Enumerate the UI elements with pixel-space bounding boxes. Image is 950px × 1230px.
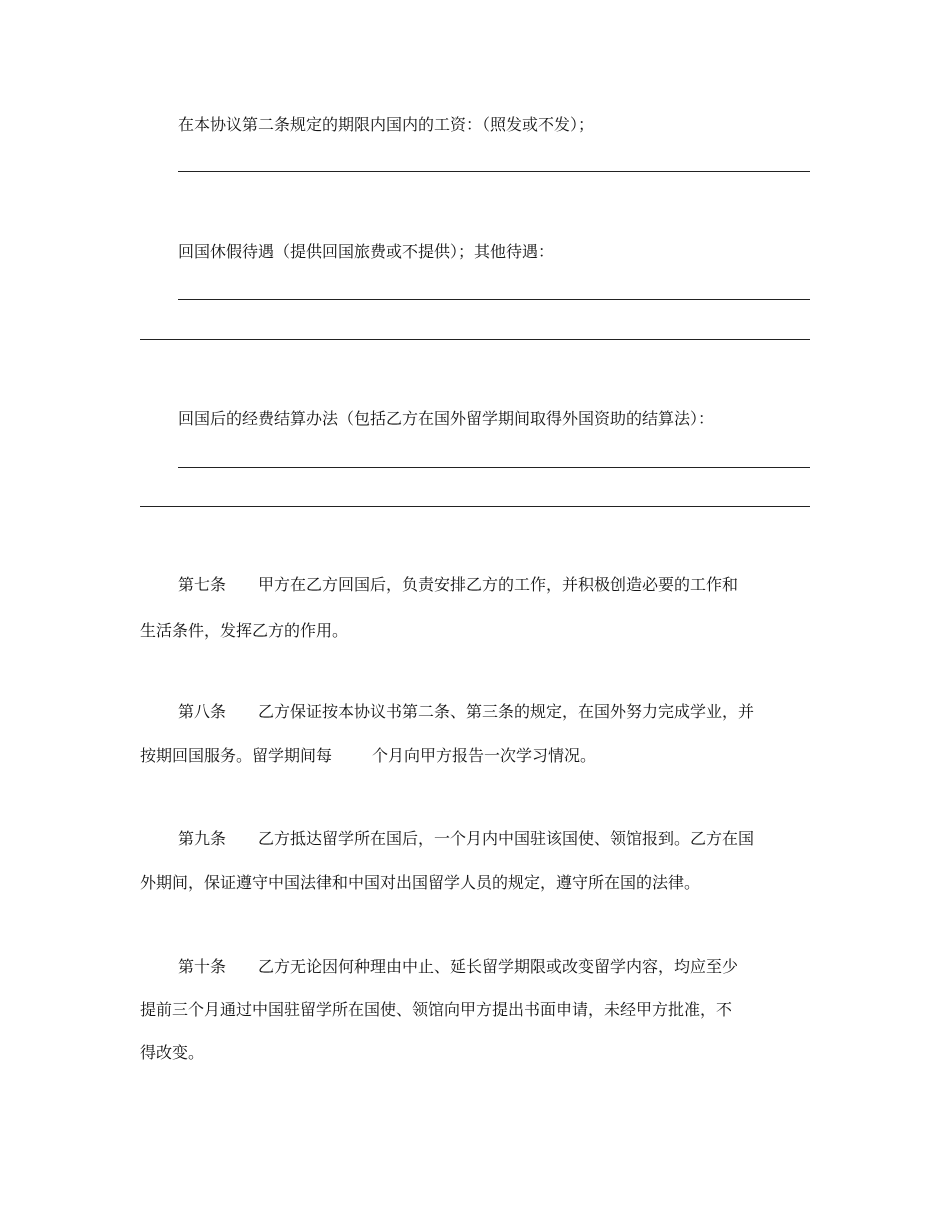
- article-8-text-part-b: 个月向甲方报告一次学习情况。: [372, 746, 597, 765]
- settlement-blank-line-2[interactable]: [140, 506, 810, 507]
- home-leave-blank-line-2[interactable]: [140, 339, 810, 340]
- article-8-text-part-a: 按期回国服务。留学期间每: [140, 746, 333, 765]
- settlement-item-text: 回国后的经费结算办法（包括乙方在国外留学期间取得外国资助的结算法）：: [178, 409, 715, 428]
- article-8-line-1: [178, 701, 754, 723]
- article-10-line-2: 提前三个月通过中国驻留学所在国使、领馆向甲方提出书面申请，未经甲方批准，不: [140, 1000, 733, 1019]
- home-leave-item-text: 回国休假待遇（提供回国旅费或不提供）；其他待遇：: [178, 242, 555, 261]
- article-9-number: 第九条: [178, 829, 227, 848]
- article-10-line-1: [178, 956, 738, 978]
- article-8-text: 乙方保证按本协议书第二条、第三条的规定，在国外努力完成学业，并: [258, 702, 755, 721]
- article-10-number: 第十条: [178, 957, 227, 976]
- article-7-text: 甲方在乙方回国后，负责安排乙方的工作，并积极创造必要的工作和: [258, 575, 739, 594]
- article-7-line-1: [178, 574, 738, 596]
- article-9-text: 乙方抵达留学所在国后，一个月内中国驻该国使、领馆报到。乙方在国: [258, 829, 755, 848]
- article-10-text: 乙方无论因何种理由中止、延长留学期限或改变留学内容，均应至少: [258, 957, 739, 976]
- salary-item-text: 在本协议第二条规定的期限内国内的工资：（照发或不发）；: [178, 115, 595, 134]
- article-9-line-1: [178, 828, 754, 850]
- article-9-line-2: 外期间，保证遵守中国法律和中国对出国留学人员的规定，遵守所在国的法律。: [140, 873, 701, 892]
- article-8-number: 第八条: [178, 702, 227, 721]
- article-7-line-2: 生活条件，发挥乙方的作用。: [140, 621, 349, 640]
- salary-blank-line[interactable]: [178, 171, 810, 172]
- article-8-line-2: [140, 745, 596, 767]
- article-10-line-3: 得改变。: [140, 1043, 205, 1062]
- article-7-number: 第七条: [178, 575, 227, 594]
- settlement-blank-line-1[interactable]: [178, 467, 810, 468]
- home-leave-blank-line-1[interactable]: [178, 299, 810, 300]
